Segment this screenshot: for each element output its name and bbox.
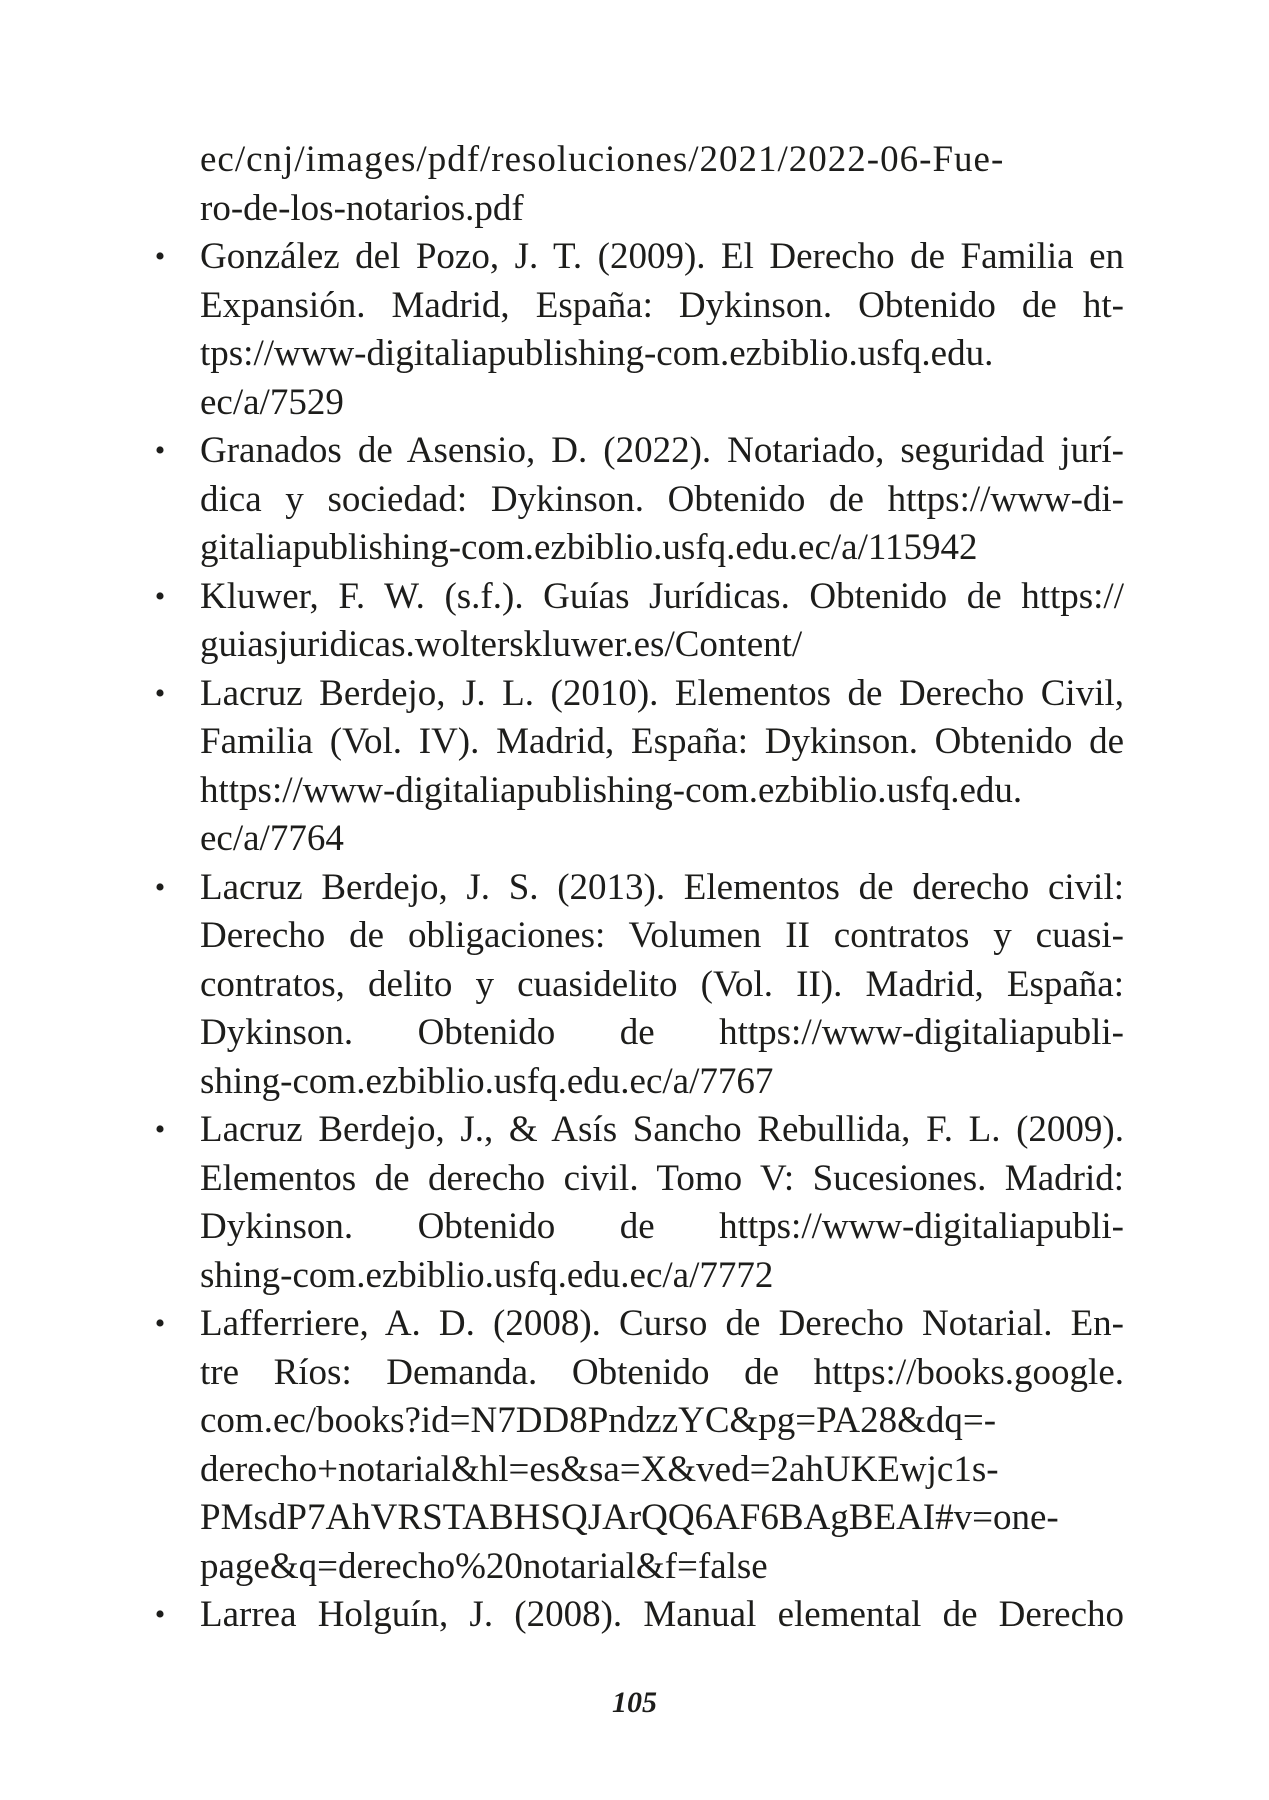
bullet-icon: • [154,434,166,467]
reference-line: PMsdP7AhVRSTABHSQJArQQ6AF6BAgBEAI#v=one- [200,1497,1059,1538]
reference-entry [154,864,1124,1107]
reference-line: González del Pozo, J. T. (2009). El Derecho de Familia en [200,236,1124,277]
reference-line: https://www-digitaliapublishing-com.ezbiblio.usfq.edu. [200,769,1023,811]
reference-line: Expansión. Madrid, España: Dykinson. Obtenido de ht- [200,284,1124,326]
reference-line: ec/cnj/images/pdf/resoluciones/2021/2022-06-Fue- [200,139,1005,180]
reference-line: Lacruz Berdejo, J., & Asís Sancho Rebullida, F. L. (2009). [200,1109,1124,1150]
reference-line: contratos, delito y cuasidelito (Vol. II). Madrid, España: [200,963,1124,1005]
reference-line: Elementos de derecho civil. Tomo V: Sucesiones. Madrid: [200,1157,1124,1199]
reference-entry [154,573,1124,670]
reference-line: Familia (Vol. IV). Madrid, España: Dykinson. Obtenido de [200,721,1124,762]
reference-line: Dykinson. Obtenido de https://www-digitaliapubli- [200,1206,1124,1247]
reference-line: Derecho de obligaciones: Volumen II contratos y cuasi- [200,915,1124,956]
reference-line: tre Ríos: Demanda. Obtenido de https://books.google. [200,1351,1124,1393]
bullet-icon: • [154,240,166,273]
reference-entry [154,427,1124,573]
reference-entry [154,1591,1124,1640]
reference-line: com.ec/books?id=N7DD8PndzzYC&pg=PA28&dq=- [200,1400,997,1441]
bullet-icon: • [154,579,166,613]
reference-line: tps://www-digitaliapublishing-com.ezbiblio.usfq.edu. [200,333,994,374]
reference-line: Lafferriere, A. D. (2008). Curso de Derecho Notarial. En- [200,1303,1124,1344]
page-number: 105 [612,1686,657,1719]
reference-entry [154,670,1124,864]
reference-line: page&q=derecho%20notarial&f=false [200,1545,768,1587]
reference-line: Granados de Asensio, D. (2022). Notariado, seguridad jurí- [200,430,1124,471]
reference-line: derecho+notarial&hl=es&sa=X&ved=2ahUKEwjc1s- [200,1448,999,1490]
reference-line: Lacruz Berdejo, J. L. (2010). Elementos de Derecho Civil, [200,672,1124,714]
continued-reference [200,136,1124,233]
bullet-icon: • [154,870,166,904]
reference-line: ec/a/7764 [200,818,344,859]
bullet-icon: • [154,1113,166,1146]
reference-entry [154,233,1124,427]
bullet-icon: • [154,676,166,710]
reference-line: Larrea Holguín, J. (2008). Manual elemental de Derecho [200,1594,1124,1635]
reference-line: Kluwer, F. W. (s.f.). Guías Jurídicas. Obtenido de https:// [200,575,1124,617]
reference-entry [154,1300,1124,1591]
bullet-icon: • [154,1598,166,1631]
reference-line: gitaliapublishing-com.ezbiblio.usfq.edu.ec/a/115942 [200,527,978,568]
reference-line: Dykinson. Obtenido de https://www-digitaliapubli- [200,1012,1124,1053]
reference-line: shing-com.ezbiblio.usfq.edu.ec/a/7772 [200,1254,774,1296]
reference-line: Lacruz Berdejo, J. S. (2013). Elementos de derecho civil: [200,866,1124,908]
bullet-icon: • [154,1307,166,1340]
reference-entry [154,1106,1124,1300]
reference-line: ec/a/7529 [200,381,344,423]
reference-line: shing-com.ezbiblio.usfq.edu.ec/a/7767 [200,1060,774,1102]
reference-line: dica y sociedad: Dykinson. Obtenido de https://www-di- [200,478,1124,520]
reference-list [154,136,1124,1640]
reference-line: guiasjuridicas.wolterskluwer.es/Content/ [200,624,803,665]
reference-line: ro-de-los-notarios.pdf [200,187,524,229]
